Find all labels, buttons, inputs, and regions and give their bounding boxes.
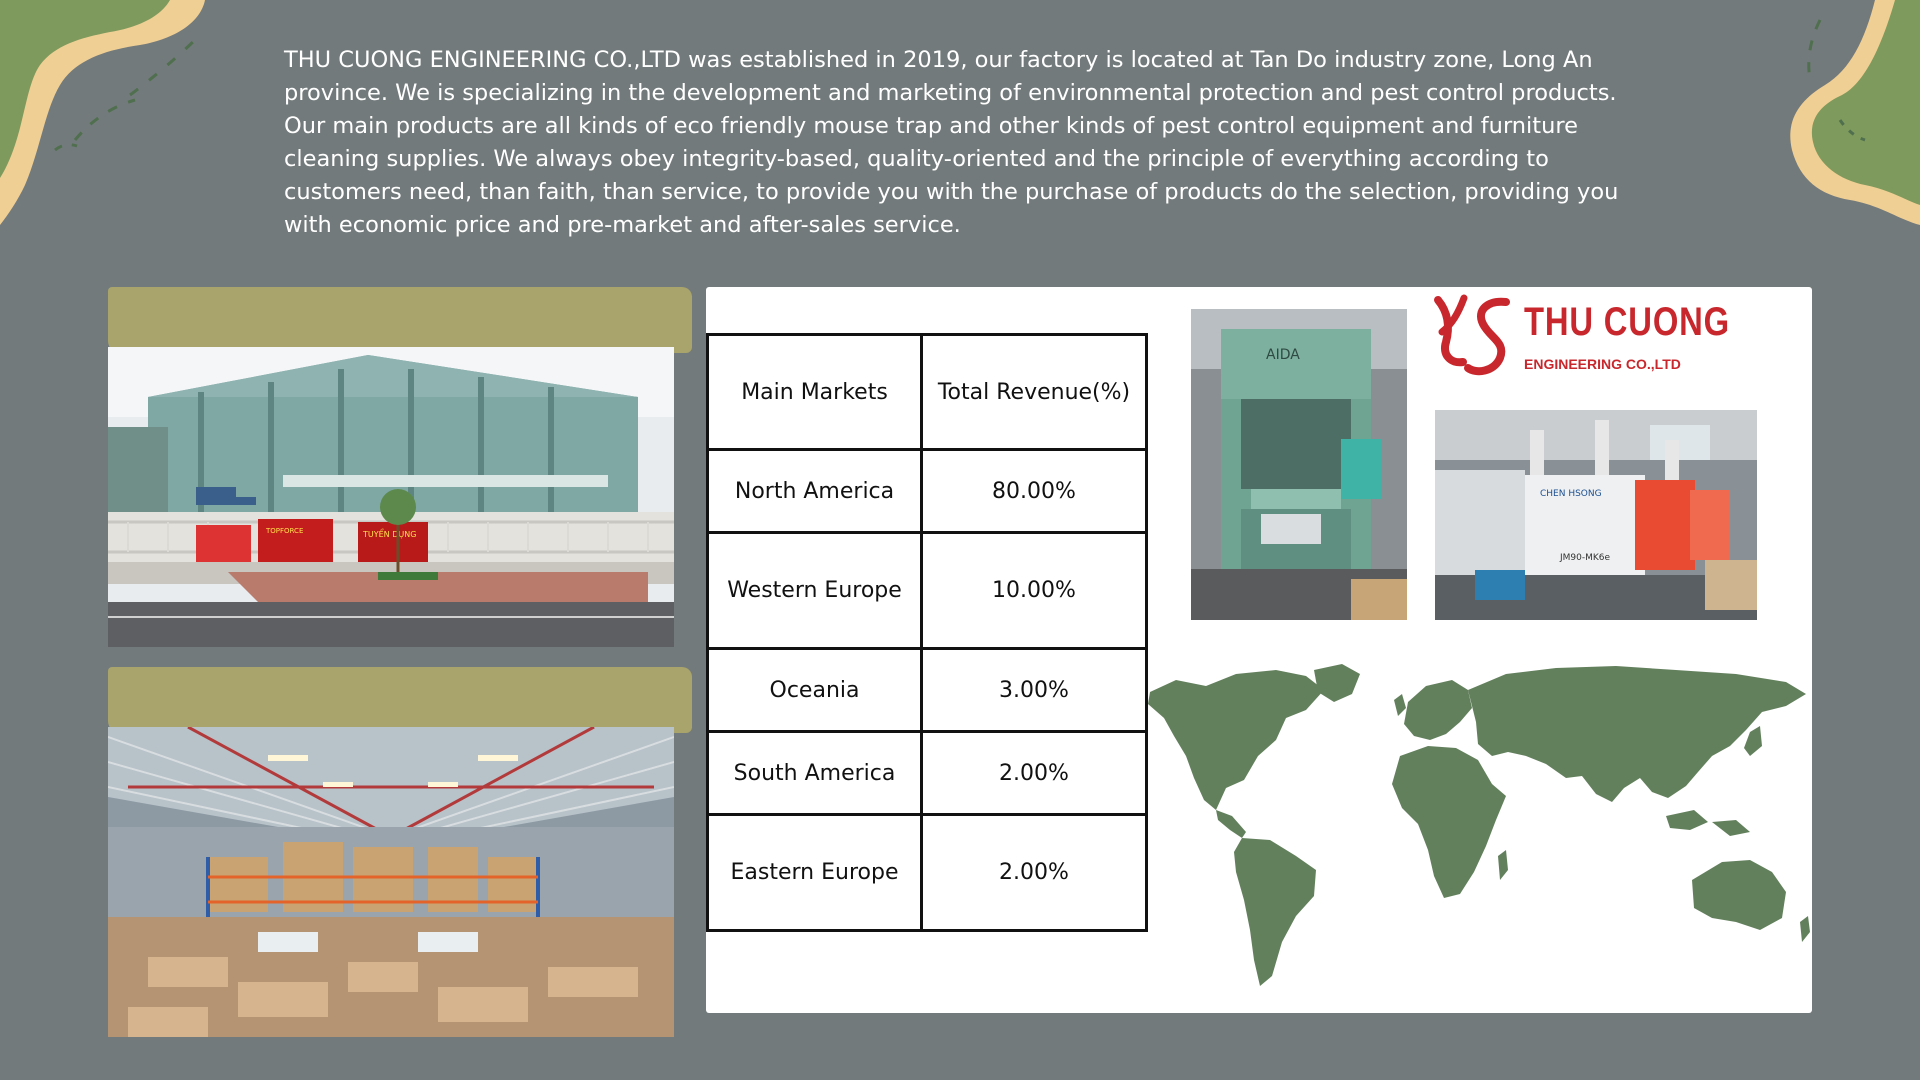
company-intro-text: THU CUONG ENGINEERING CO.,LTD was established in 2019, our factory is located at Tan Do industry zone, Long An province. We is specializing in the development and marketing of environmental protection and pest control products. Our main products are all kinds of eco friendly mouse trap and other kinds of pest control equipment and furniture cleaning supplies. We always obey integrity-based, quality-oriented and the principle of everything according to customers need, than faith, than service, to provide you with the purchase of products do the selection, providing you with economic price and pre-market and after-sales service. — [284, 47, 1619, 238]
coast-decoration-top-left — [0, 0, 230, 230]
header-total-revenue: Total Revenue(%) — [922, 335, 1147, 450]
market-cell: Oceania — [708, 649, 922, 732]
table-header-row — [708, 335, 1147, 450]
factory-sign-text: TOPFORCE — [266, 527, 304, 535]
header-main-markets: Main Markets — [708, 335, 922, 450]
market-cell: Eastern Europe — [708, 815, 922, 931]
injection-machine-photo — [1435, 410, 1757, 620]
market-cell: Western Europe — [708, 533, 922, 649]
world-map-icon — [1146, 660, 1812, 990]
table-row — [708, 533, 1147, 649]
logo-mark-icon — [1428, 292, 1518, 380]
table-row — [708, 732, 1147, 815]
market-cell: South America — [708, 732, 922, 815]
photo-tape-top — [108, 287, 692, 353]
table-row — [708, 450, 1147, 533]
press-machine-photo — [1191, 309, 1407, 620]
company-logo — [1428, 292, 1730, 380]
revenue-cell: 2.00% — [922, 732, 1147, 815]
press-brand-text: AIDA — [1266, 347, 1300, 363]
warehouse-interior-photo — [108, 727, 674, 1037]
factory-sign-recruit: TUYỂN DỤNG — [363, 530, 417, 539]
revenue-cell: 80.00% — [922, 450, 1147, 533]
photo-tape-middle — [108, 667, 692, 733]
coast-decoration-top-right — [1700, 0, 1920, 230]
factory-exterior-photo — [108, 347, 674, 647]
revenue-cell: 10.00% — [922, 533, 1147, 649]
main-markets-table — [706, 333, 1148, 932]
market-cell: North America — [708, 450, 922, 533]
revenue-cell: 2.00% — [922, 815, 1147, 931]
table-row — [708, 649, 1147, 732]
logo-title: THU CUONG — [1524, 300, 1730, 344]
revenue-cell: 3.00% — [922, 649, 1147, 732]
logo-subtitle: ENGINEERING CO.,LTD — [1524, 356, 1681, 372]
table-row — [708, 815, 1147, 931]
factory-photo-column — [108, 287, 674, 1037]
machine-model-text: JM90-MK6e — [1560, 553, 1611, 563]
machine-brand-text: CHEN HSONG — [1540, 489, 1602, 499]
